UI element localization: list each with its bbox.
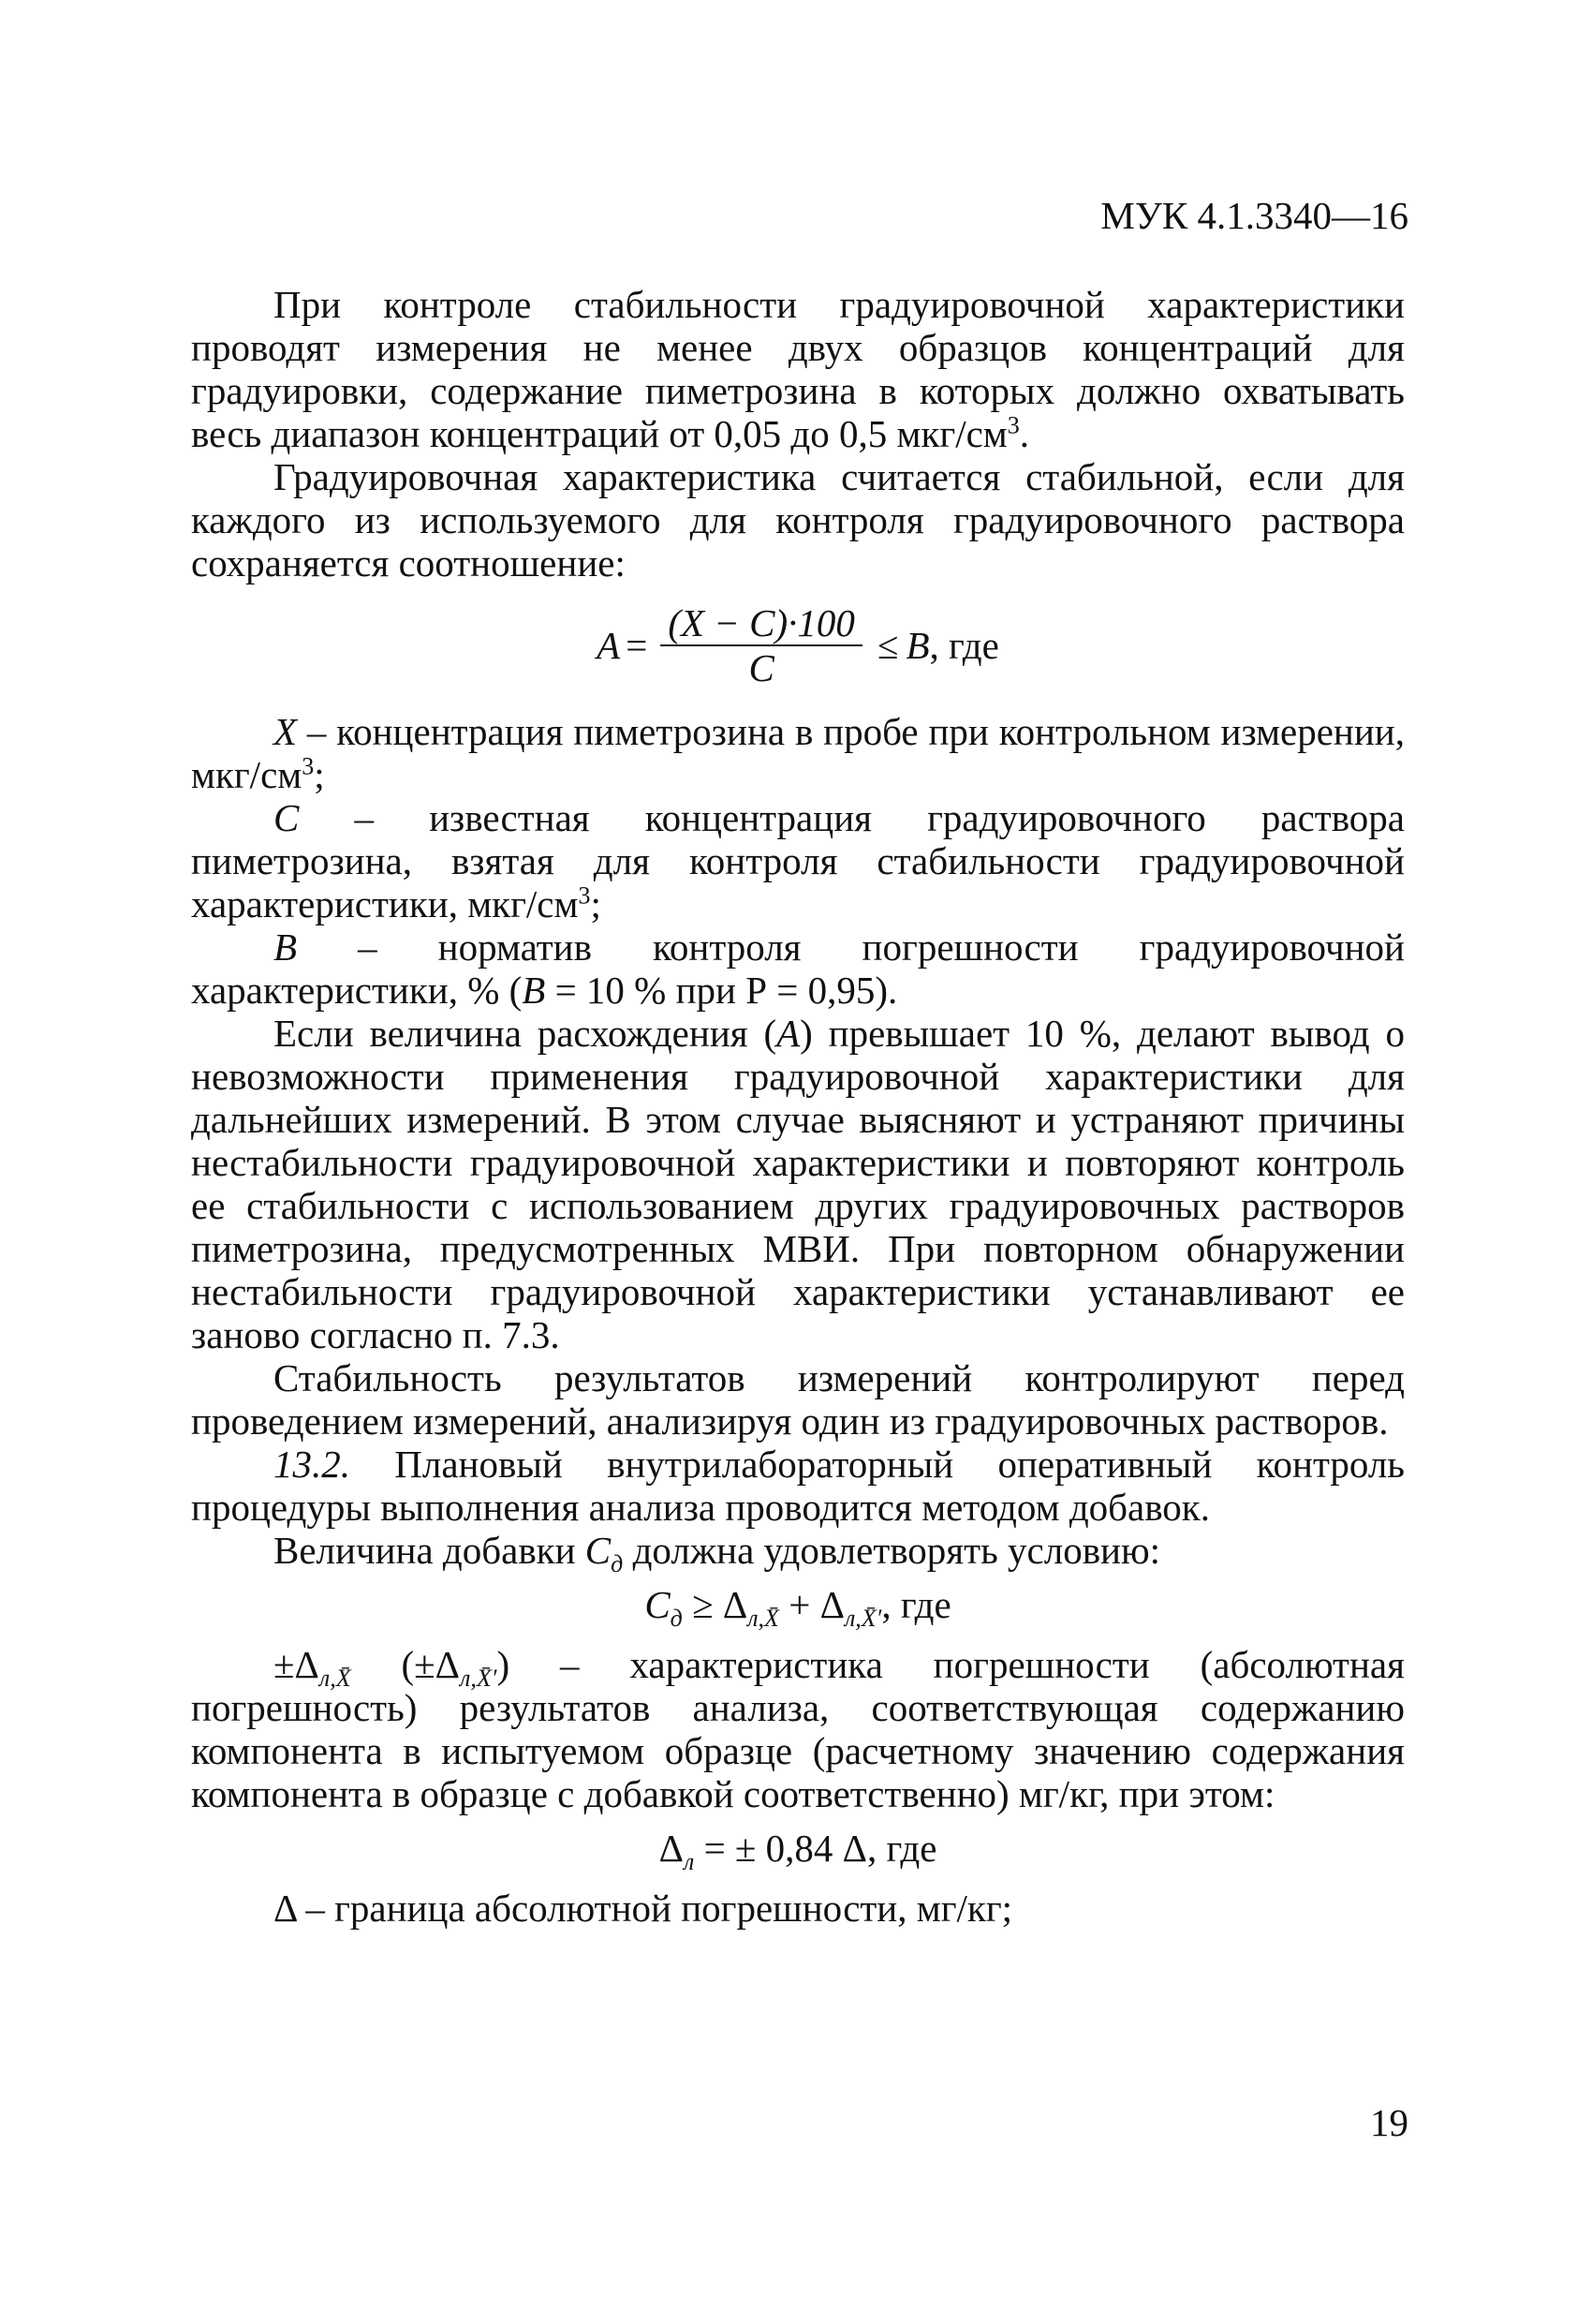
paragraph-error-characteristic: $\pm\Delta_{л,X̄}$ $(\pm\Delta_{л,X̄'})$ – характеристика погрешности (абсолютная погрешность) результатов анализа, соответствующая содержанию компонента в испытуемом образце (расчетному значению содержания компонента в образце с добавкой соответственно) мг/кг, при этом: (191, 1643, 1405, 1815)
formula-fraction (660, 601, 862, 689)
formula-numerator: (X − C)·100 (660, 601, 862, 646)
paragraph-section-13-2: 13.2. Плановый внутрилабораторный оперативный контроль процедуры выполнения анализа проводится методом добавок. (191, 1443, 1405, 1529)
formula-denominator: C (748, 646, 774, 689)
page-number: 19 (1370, 2101, 1408, 2144)
paragraph-results-stability: Стабильность результатов измерений контролируют перед проведением измерений, анализируя один из градуировочных растворов. (191, 1356, 1405, 1443)
formula-lhs: A (597, 624, 621, 667)
paragraph-delta-definition: Δ – граница абсолютной погрешности, мг/кг; (273, 1887, 1013, 1930)
formula-relation: ≤ (877, 624, 899, 667)
paragraph-calibration-stability: При контроле стабильности градуировочной характеристики проводят измерения не менее двух образцов концентраций для градуировки, содержание пиметрозина в которых должно охватывать весь диапазон концентраций от 0,05 до 0,5 мкг/$см^3$. (191, 283, 1405, 455)
formula-tail: , где (929, 624, 999, 667)
formula-rhs: B (906, 624, 930, 667)
paragraph-additive-condition: Величина добавки $C_д$ должна удовлетворять условию: (273, 1529, 1161, 1578)
paragraph-stability-condition: Градуировочная характеристика считается стабильной, если для каждого из используемого для контроля градуировочного раствора сохраняется соотношение: (191, 455, 1405, 585)
definition-c: C – известная концентрация градуировочного раствора пиметрозина, взятая для контроля стабильности градуировочной характеристики, мкг/$см^3$; (191, 796, 1405, 925)
page-body (191, 283, 1405, 1930)
definition-b: B – норматив контроля погрешности градуировочной характеристики, % (B = 10 % при Р = 0,95). (191, 925, 1405, 1012)
definition-x: X – концентрация пиметрозина в пробе при контрольном измерении, мкг/$см^3$; (191, 710, 1405, 796)
section-number: 13.2. (273, 1443, 350, 1486)
document-code: МУК 4.1.3340—16 (1100, 194, 1408, 237)
formula-equals: = (626, 624, 648, 667)
paragraph-deviation: Если величина расхождения (A) превышает 10 %, делают вывод о невозможности применения градуировочной характеристики для дальнейших измерений. В этом случае выясняют и устраняют причины нестабильности градуировочной характеристики и повторяют контроль ее стабильности с использованием других градуировочных растворов пиметрозина, предусмотренных МВИ. При повторном обнаружении нестабильности градуировочной характеристики устанавливают ее заново согласно п. 7.3. (191, 1012, 1405, 1356)
formula-additive: $C_д \ge \Delta_{л,X̄} + \Delta_{л,X̄'}$, где (644, 1583, 951, 1633)
formula-delta-l: $\Delta_л$ = ± 0,84 Δ, где (658, 1827, 937, 1876)
formula-stability-ratio (191, 601, 1405, 689)
